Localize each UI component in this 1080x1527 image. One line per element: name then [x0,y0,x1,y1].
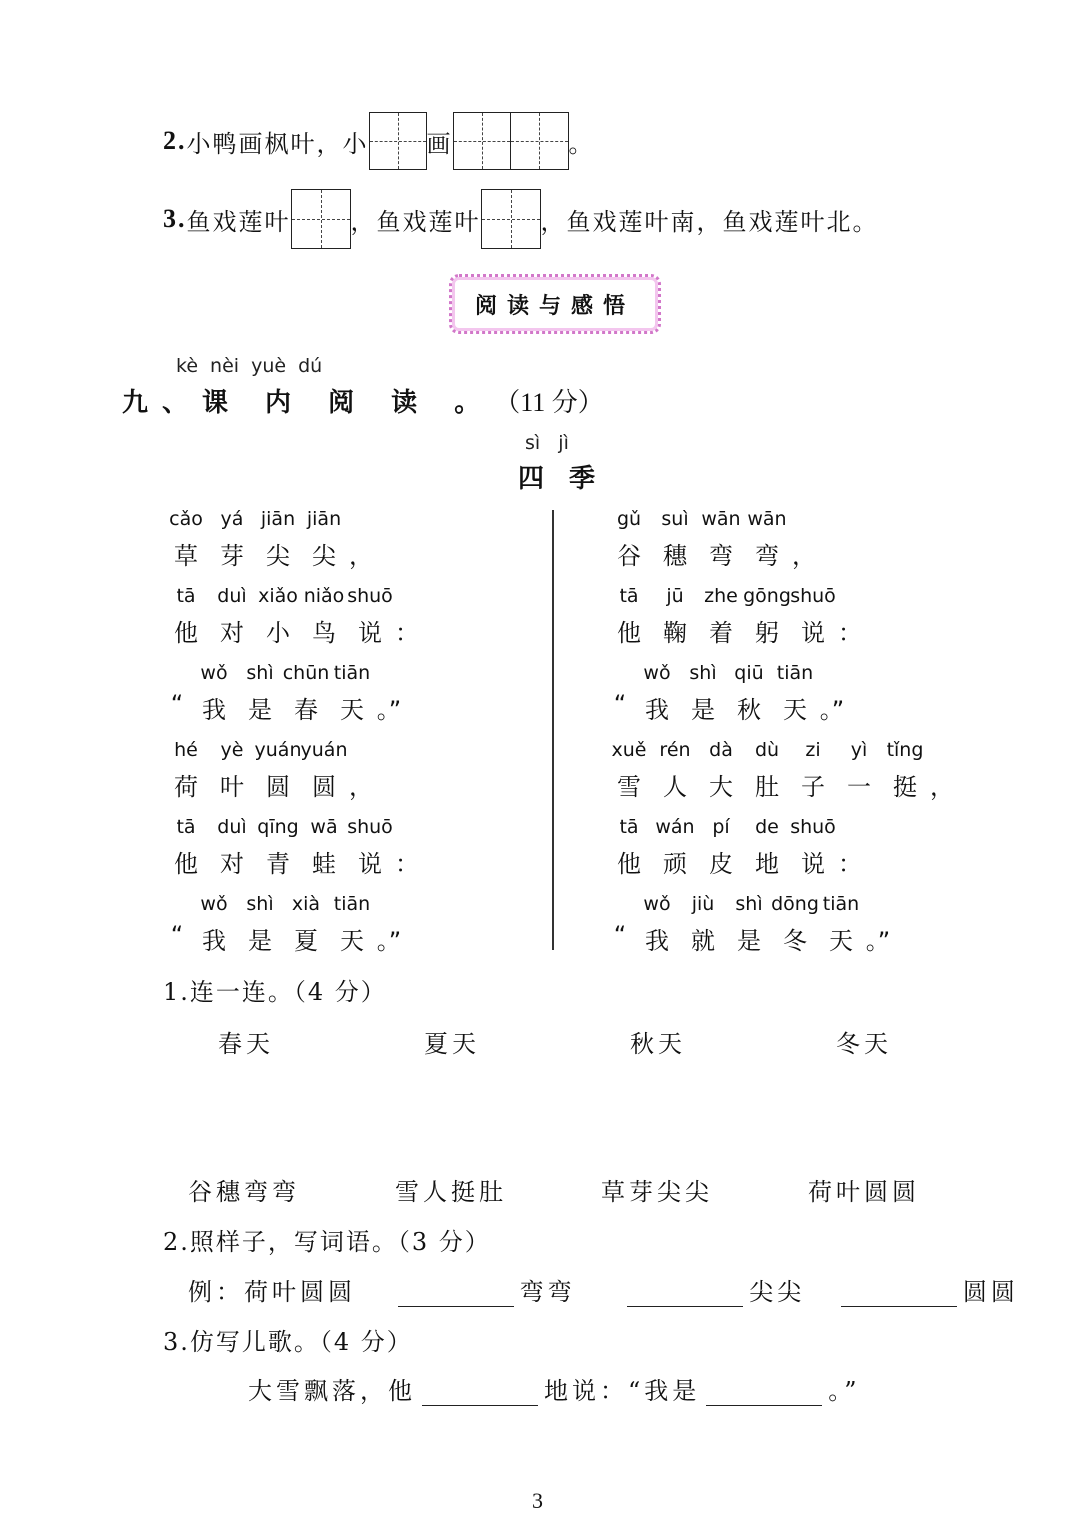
pinyin: wān [747,508,787,530]
writing-box[interactable] [481,189,541,249]
hanzi-cell [375,662,403,739]
hanzi: ： [838,619,862,647]
hanzi-cell [790,816,836,893]
pinyin: pí [712,816,730,838]
hanzi-cell [329,893,375,970]
hanzi: 天 [340,927,364,955]
season-label[interactable]: 秋天 [630,1030,686,1058]
pinyin: tā [619,585,639,607]
hanzi: 说 [358,619,382,647]
hanzi: 人 [663,773,687,801]
hanzi-cell [772,662,818,739]
hanzi-cell [255,816,301,893]
pinyin: shuō [347,585,393,607]
hanzi: 着 [709,619,733,647]
pinyin: shì [689,662,717,684]
hanzi: 。” [819,696,845,724]
pinyin: wān [701,508,741,530]
example-row: 例：荷叶圆圆 弯弯 尖尖 圆圆 [188,1278,1019,1306]
hanzi: 我 [645,696,669,724]
hanzi-cell [301,508,347,585]
hanzi-cell [652,816,698,893]
hanzi-cell [301,816,347,893]
hanzi: 穗 [663,542,687,570]
hanzi-cell [698,508,744,585]
pinyin: yá [220,508,244,530]
hanzi-cell [347,739,375,816]
pinyin: rén [659,739,691,761]
hanzi: 我 [645,927,669,955]
section-banner: 阅读与感悟 [449,274,661,334]
hanzi: 尖 [266,542,290,570]
hanzi: 天 [783,696,807,724]
hanzi: ， [349,773,373,801]
hanzi-cell [237,662,283,739]
poem-line [163,739,421,816]
hanzi: 他 [174,850,198,878]
pinyin: jiù [691,893,715,915]
pinyin: shì [735,893,763,915]
poem-line [606,739,956,816]
hanzi: 芽 [220,542,244,570]
poem-line [606,893,956,970]
section-pinyin: kè nèi yuè dú [176,355,323,377]
hanzi: 叶 [220,773,244,801]
hanzi: 冬 [783,927,807,955]
writing-box[interactable] [369,112,427,170]
pinyin: shì [246,893,274,915]
hanzi: 圆 [266,773,290,801]
pinyin: dà [709,739,733,761]
sub-question-2: 2.照样子，写词语。（3 分） [163,1228,491,1256]
hanzi-cell [744,739,790,816]
hanzi-cell [836,816,864,893]
pinyin: zi [805,739,821,761]
hanzi-cell [347,585,393,662]
hanzi: 鞠 [663,619,687,647]
poem-title-pinyin: sì jì [525,432,569,454]
pinyin: dù [754,739,780,761]
pinyin: dōng [771,893,819,915]
pinyin: yuán [300,739,348,761]
hanzi-cell [255,739,301,816]
hanzi: “ [613,921,627,949]
hanzi-cell [652,739,698,816]
hanzi: 雪 [617,773,641,801]
hanzi-cell [744,585,790,662]
hanzi-cell [882,739,928,816]
writing-box[interactable] [511,112,569,170]
pinyin: shuō [347,816,393,838]
pinyin: chūn [282,662,330,684]
poem-line [606,585,956,662]
poem-line [163,508,421,585]
pinyin: suì [661,508,689,530]
phrase-label[interactable]: 草芽尖尖 [601,1178,713,1206]
hanzi-cell [726,893,772,970]
pinyin: cǎo [169,508,203,530]
hanzi: 他 [617,850,641,878]
question-2: 2. 小鸭画枫叶，小 画 。 [163,112,595,170]
hanzi-cell [301,739,347,816]
pinyin: shì [246,662,274,684]
hanzi-cell [191,893,237,970]
hanzi-cell [163,739,209,816]
hanzi-cell [163,508,209,585]
hanzi: 他 [174,619,198,647]
hanzi-cell [347,816,393,893]
hanzi-cell [790,508,818,585]
writing-box[interactable] [291,189,351,249]
hanzi-cell [652,585,698,662]
pinyin: yì [850,739,868,761]
hanzi-cell [836,585,864,662]
hanzi-cell [634,893,680,970]
season-label[interactable]: 夏天 [424,1030,480,1058]
hanzi-cell [928,739,956,816]
pinyin: xiǎo [258,585,298,607]
hanzi-cell [606,585,652,662]
phrase-label[interactable]: 荷叶圆圆 [808,1178,920,1206]
hanzi: 小 [266,619,290,647]
hanzi: ， [792,542,816,570]
hanzi: 对 [220,619,244,647]
page-number: 3 [532,1488,543,1513]
hanzi: 青 [266,850,290,878]
hanzi-cell [652,508,698,585]
hanzi-cell [680,662,726,739]
poem-line [163,893,421,970]
pinyin: wǒ [643,893,671,915]
hanzi: 。” [865,927,891,955]
answer-blank[interactable] [841,1282,957,1307]
pinyin: tiān [776,662,814,684]
poem-line [163,662,421,739]
season-label[interactable]: 春天 [218,1030,274,1058]
pinyin: wā [310,816,338,838]
poem-imitation-row: 大雪飘落，他 地说：“我是 。” [248,1377,861,1405]
hanzi-cell [283,662,329,739]
hanzi-cell [255,508,301,585]
pinyin: qīng [257,816,299,838]
hanzi-cell [698,739,744,816]
hanzi: 地 [755,850,779,878]
answer-blank[interactable] [627,1282,743,1307]
pinyin: de [755,816,779,838]
hanzi-cell [347,508,375,585]
hanzi-cell [606,508,652,585]
hanzi: 我 [202,696,226,724]
hanzi: 大 [709,773,733,801]
section-9-heading: 九、课 内 阅 读 。 （11 分） [122,388,604,418]
poem-line [163,585,421,662]
hanzi: 他 [617,619,641,647]
pinyin: gǔ [616,508,642,530]
question-3: 3. 鱼戏莲叶 ，鱼戏莲叶 ，鱼戏莲叶南，鱼戏莲叶北。 [163,189,879,249]
hanzi: 尖 [312,542,336,570]
hanzi: 说 [801,850,825,878]
hanzi: “ [613,690,627,718]
sub-question-1: 1.连一连。（4 分） [163,978,387,1006]
writing-box[interactable] [453,112,511,170]
hanzi-cell [606,816,652,893]
pinyin: tiān [333,893,371,915]
hanzi: 一 [847,773,871,801]
pinyin: niǎo [303,585,345,607]
pinyin: jiān [306,508,342,530]
pinyin: yè [220,739,244,761]
answer-blank[interactable] [398,1282,514,1307]
hanzi-cell [836,739,882,816]
hanzi-cell [163,585,209,662]
hanzi: 皮 [709,850,733,878]
hanzi: 圆 [312,773,336,801]
season-label[interactable]: 冬天 [836,1030,892,1058]
pinyin: tiān [333,662,371,684]
hanzi: 。” [376,927,402,955]
hanzi-cell [393,585,421,662]
pinyin: yuán [254,739,302,761]
hanzi-cell [818,893,864,970]
hanzi: ， [930,773,954,801]
sub-question-3: 3.仿写儿歌。（4 分） [163,1328,413,1356]
hanzi-cell [329,662,375,739]
pinyin: duì [217,585,247,607]
hanzi-cell [163,662,191,739]
poem-line [606,816,956,893]
hanzi-cell [818,662,846,739]
hanzi: 。” [376,696,402,724]
pinyin: qiū [734,662,764,684]
hanzi: 春 [294,696,318,724]
hanzi: ， [349,542,373,570]
hanzi: 是 [248,927,272,955]
phrase-label[interactable]: 雪人挺肚 [395,1178,507,1206]
pinyin: tiān [822,893,860,915]
hanzi: 夏 [294,927,318,955]
pinyin: tā [176,585,196,607]
hanzi-cell [375,893,403,970]
hanzi: “ [170,690,184,718]
hanzi: 我 [202,927,226,955]
hanzi: 天 [340,696,364,724]
hanzi: 是 [691,696,715,724]
hanzi-cell [301,585,347,662]
hanzi-cell [209,508,255,585]
answer-blank[interactable] [706,1381,822,1406]
hanzi: 躬 [755,619,779,647]
hanzi-cell [698,585,744,662]
hanzi-cell [606,739,652,816]
pinyin: tā [176,816,196,838]
hanzi-cell [790,739,836,816]
hanzi-cell [393,816,421,893]
hanzi-cell [744,508,790,585]
pinyin: tǐng [886,739,924,761]
hanzi: 天 [829,927,853,955]
hanzi-cell [209,816,255,893]
poem-line [606,662,956,739]
hanzi-cell [772,893,818,970]
pinyin: xià [291,893,321,915]
pinyin: wán [655,816,695,838]
hanzi: 鸟 [312,619,336,647]
hanzi: 蛙 [312,850,336,878]
hanzi-cell [606,893,634,970]
hanzi: 弯 [755,542,779,570]
hanzi-cell [163,816,209,893]
hanzi: 就 [691,927,715,955]
poem-line [163,816,421,893]
hanzi: 说 [801,619,825,647]
phrase-label[interactable]: 谷穗弯弯 [188,1178,300,1206]
hanzi-cell [744,816,790,893]
pinyin: shuō [790,816,836,838]
hanzi: ： [838,850,862,878]
hanzi-cell [191,662,237,739]
pinyin: wǒ [200,662,228,684]
hanzi-cell [790,585,836,662]
hanzi-cell [283,893,329,970]
hanzi: 子 [801,773,825,801]
pinyin: wǒ [643,662,671,684]
hanzi-cell [209,739,255,816]
hanzi: 草 [174,542,198,570]
hanzi-cell [255,585,301,662]
poem-line [606,508,956,585]
answer-blank[interactable] [422,1381,538,1406]
pinyin: wǒ [200,893,228,915]
hanzi: 谷 [617,542,641,570]
poem-title: 四 季 [518,464,604,494]
hanzi: 是 [737,927,761,955]
hanzi: ： [395,619,419,647]
hanzi-cell [209,585,255,662]
pinyin: xuě [611,739,647,761]
pinyin: shuō [790,585,836,607]
hanzi: 肚 [755,773,779,801]
hanzi: 弯 [709,542,733,570]
hanzi-cell [237,893,283,970]
hanzi: ： [395,850,419,878]
hanzi: 顽 [663,850,687,878]
pinyin: zhe [704,585,738,607]
hanzi: 挺 [893,773,917,801]
hanzi-cell [864,893,892,970]
poem-right-column [606,508,956,970]
pinyin: hé [174,739,198,761]
hanzi-cell [634,662,680,739]
hanzi: 对 [220,850,244,878]
hanzi-cell [163,893,191,970]
hanzi: 秋 [737,696,761,724]
hanzi: 荷 [174,773,198,801]
column-divider [552,510,554,950]
hanzi-cell [606,662,634,739]
poem-left-column [163,508,421,970]
pinyin: duì [217,816,247,838]
hanzi: 说 [358,850,382,878]
hanzi-cell [726,662,772,739]
pinyin: tā [619,816,639,838]
pinyin: jū [666,585,684,607]
hanzi: “ [170,921,184,949]
hanzi-cell [680,893,726,970]
pinyin: gōng [743,585,791,607]
hanzi: 是 [248,696,272,724]
hanzi-cell [698,816,744,893]
pinyin: jiān [260,508,296,530]
